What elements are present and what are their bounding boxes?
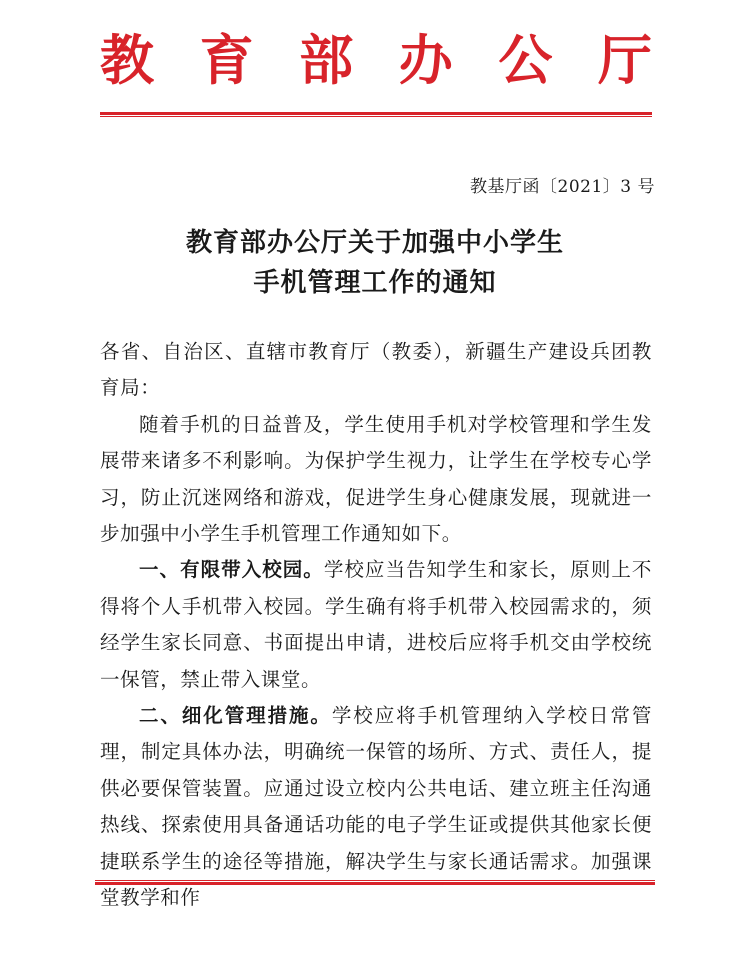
document-body xyxy=(100,334,652,917)
section-text: 学校应将手机管理纳入学校日常管理，制定具体办法，明确统一保管的场所、方式、责任人，提供必要保管装置。应通过设立校内公共电话、建立班主任沟通热线、探索使用具备通话功能的电子学生证或提供其他家长便捷联系学生的途径等措施，解决学生与家长通话需求。加强课堂教学和作 xyxy=(100,704,652,910)
addressee: 各省、自治区、直辖市教育厅（教委），新疆生产建设兵团教育局： xyxy=(100,340,652,400)
letterhead-char: 厅 xyxy=(597,28,652,92)
section-heading: 二、细化管理措施。 xyxy=(139,704,332,728)
footer-red-rule xyxy=(95,880,655,885)
letterhead-red-rule xyxy=(100,112,652,117)
section-text: 学校应当告知学生和家长，原则上不得将个人手机带入校园。学生确有将手机带入校园需求的，须经学生家长同意、书面提出申请，进校后应将手机交由学校统一保管，禁止带入课堂。 xyxy=(100,558,652,691)
letterhead-char: 教 xyxy=(100,28,154,92)
letterhead-char: 办 xyxy=(398,28,453,92)
section-paragraph xyxy=(100,552,652,698)
document-title-line2: 手机管理工作的通知 xyxy=(253,268,497,298)
letterhead-char: 公 xyxy=(498,28,553,92)
red-rule-thin xyxy=(95,880,655,881)
document-title-line1: 教育部办公厅关于加强中小学生 xyxy=(185,228,564,258)
section-heading: 一、有限带入校园。 xyxy=(139,558,324,582)
red-rule-thick xyxy=(95,882,655,885)
letterhead xyxy=(100,28,652,92)
intro-paragraph: 随着手机的日益普及，学生使用手机对学校管理和学生发展带来诸多不利影响。为保护学生视力，让学生在学校专心学习，防止沉迷网络和游戏，促进学生身心健康发展，现就进一步加强中小学生手机管理工作通知如下。 xyxy=(100,412,652,546)
letterhead-char: 部 xyxy=(299,28,354,92)
letterhead-char: 育 xyxy=(199,28,254,92)
red-rule-thin xyxy=(100,116,652,117)
red-rule-thick xyxy=(100,112,652,115)
document-number: 教基厅函〔2021〕3 号 xyxy=(470,177,655,197)
